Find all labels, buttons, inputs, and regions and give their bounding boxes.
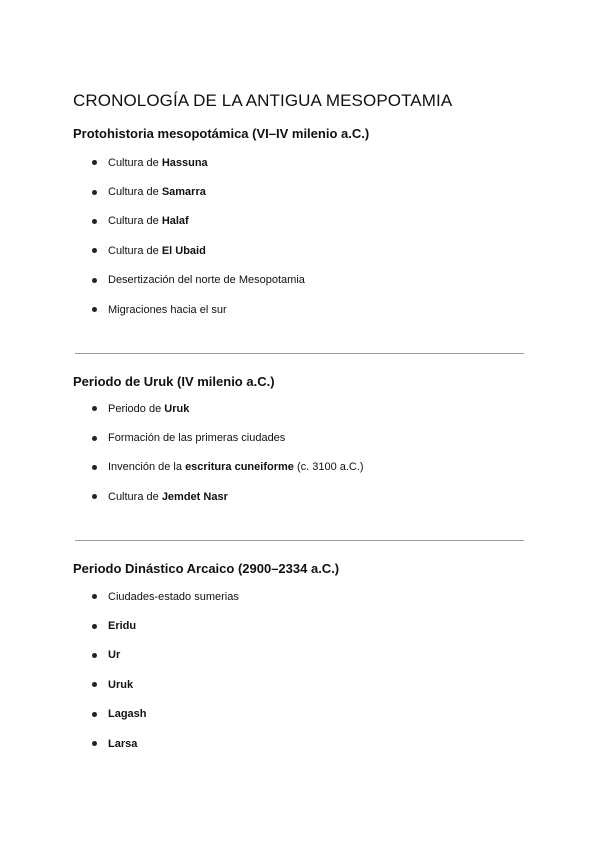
- bullet-list-uruk: [90, 394, 364, 512]
- bullet-icon: [92, 278, 97, 283]
- list-item: [90, 641, 239, 670]
- list-item-text: Cultura de Samarra: [108, 186, 206, 199]
- list-item-text: Invención de la escritura cuneiforme (c. 3100 a.C.): [108, 461, 364, 474]
- list-item: [90, 729, 239, 758]
- bullet-icon: [92, 436, 97, 441]
- list-item: [90, 611, 239, 640]
- bullet-icon: [92, 741, 97, 746]
- bullet-icon: [92, 190, 97, 195]
- bullet-list-protohistoria: [90, 148, 305, 324]
- list-item-text: Cultura de Halaf: [108, 215, 189, 228]
- list-item: [90, 453, 364, 482]
- list-item-text: Periodo de Uruk: [108, 402, 190, 415]
- bullet-icon: [92, 248, 97, 253]
- bullet-icon: [92, 160, 97, 165]
- list-item: [90, 266, 305, 295]
- bullet-icon: [92, 406, 97, 411]
- list-item-text: Larsa: [108, 737, 138, 750]
- list-item: [90, 700, 239, 729]
- page-title: CRONOLOGÍA DE LA ANTIGUA MESOPOTAMIA: [73, 91, 453, 110]
- section-heading-dinastico: Periodo Dinástico Arcaico (2900–2334 a.C.): [73, 561, 340, 576]
- list-item-text: Lagash: [108, 708, 147, 721]
- bullet-icon: [92, 712, 97, 717]
- list-item: [90, 582, 239, 611]
- bullet-icon: [92, 307, 97, 312]
- bullet-icon: [92, 465, 97, 470]
- list-item-text: Cultura de Jemdet Nasr: [108, 490, 228, 503]
- list-item: [90, 236, 305, 265]
- section-heading-uruk: Periodo de Uruk (IV milenio a.C.): [73, 374, 275, 389]
- list-item-text: Uruk: [108, 678, 134, 691]
- list-item-text: Ciudades-estado sumerias: [108, 590, 239, 603]
- list-item: [90, 423, 364, 452]
- list-item: [90, 148, 305, 177]
- list-item: [90, 394, 364, 423]
- list-item-text: Cultura de Hassuna: [108, 156, 208, 169]
- bullet-icon: [92, 653, 97, 658]
- bullet-icon: [92, 682, 97, 687]
- list-item-text: Cultura de El Ubaid: [108, 244, 206, 257]
- section-divider: [75, 540, 524, 541]
- list-item: [90, 295, 305, 324]
- bullet-icon: [92, 624, 97, 629]
- section-heading-protohistoria: Protohistoria mesopotámica (VI–IV milenio a.C.): [73, 126, 370, 141]
- list-item: [90, 207, 305, 236]
- bullet-icon: [92, 494, 97, 499]
- bullet-icon: [92, 219, 97, 224]
- section-divider: [75, 353, 524, 354]
- list-item-text: Formación de las primeras ciudades: [108, 432, 286, 445]
- bullet-list-dinastico: [90, 582, 239, 758]
- bullet-icon: [92, 594, 97, 599]
- list-item: [90, 670, 239, 699]
- list-item-text: Migraciones hacia el sur: [108, 303, 227, 316]
- list-item-text: Ur: [108, 649, 121, 662]
- list-item-text: Eridu: [108, 620, 137, 633]
- list-item: [90, 177, 305, 206]
- list-item: [90, 482, 364, 511]
- list-item-text: Desertización del norte de Mesopotamia: [108, 274, 305, 287]
